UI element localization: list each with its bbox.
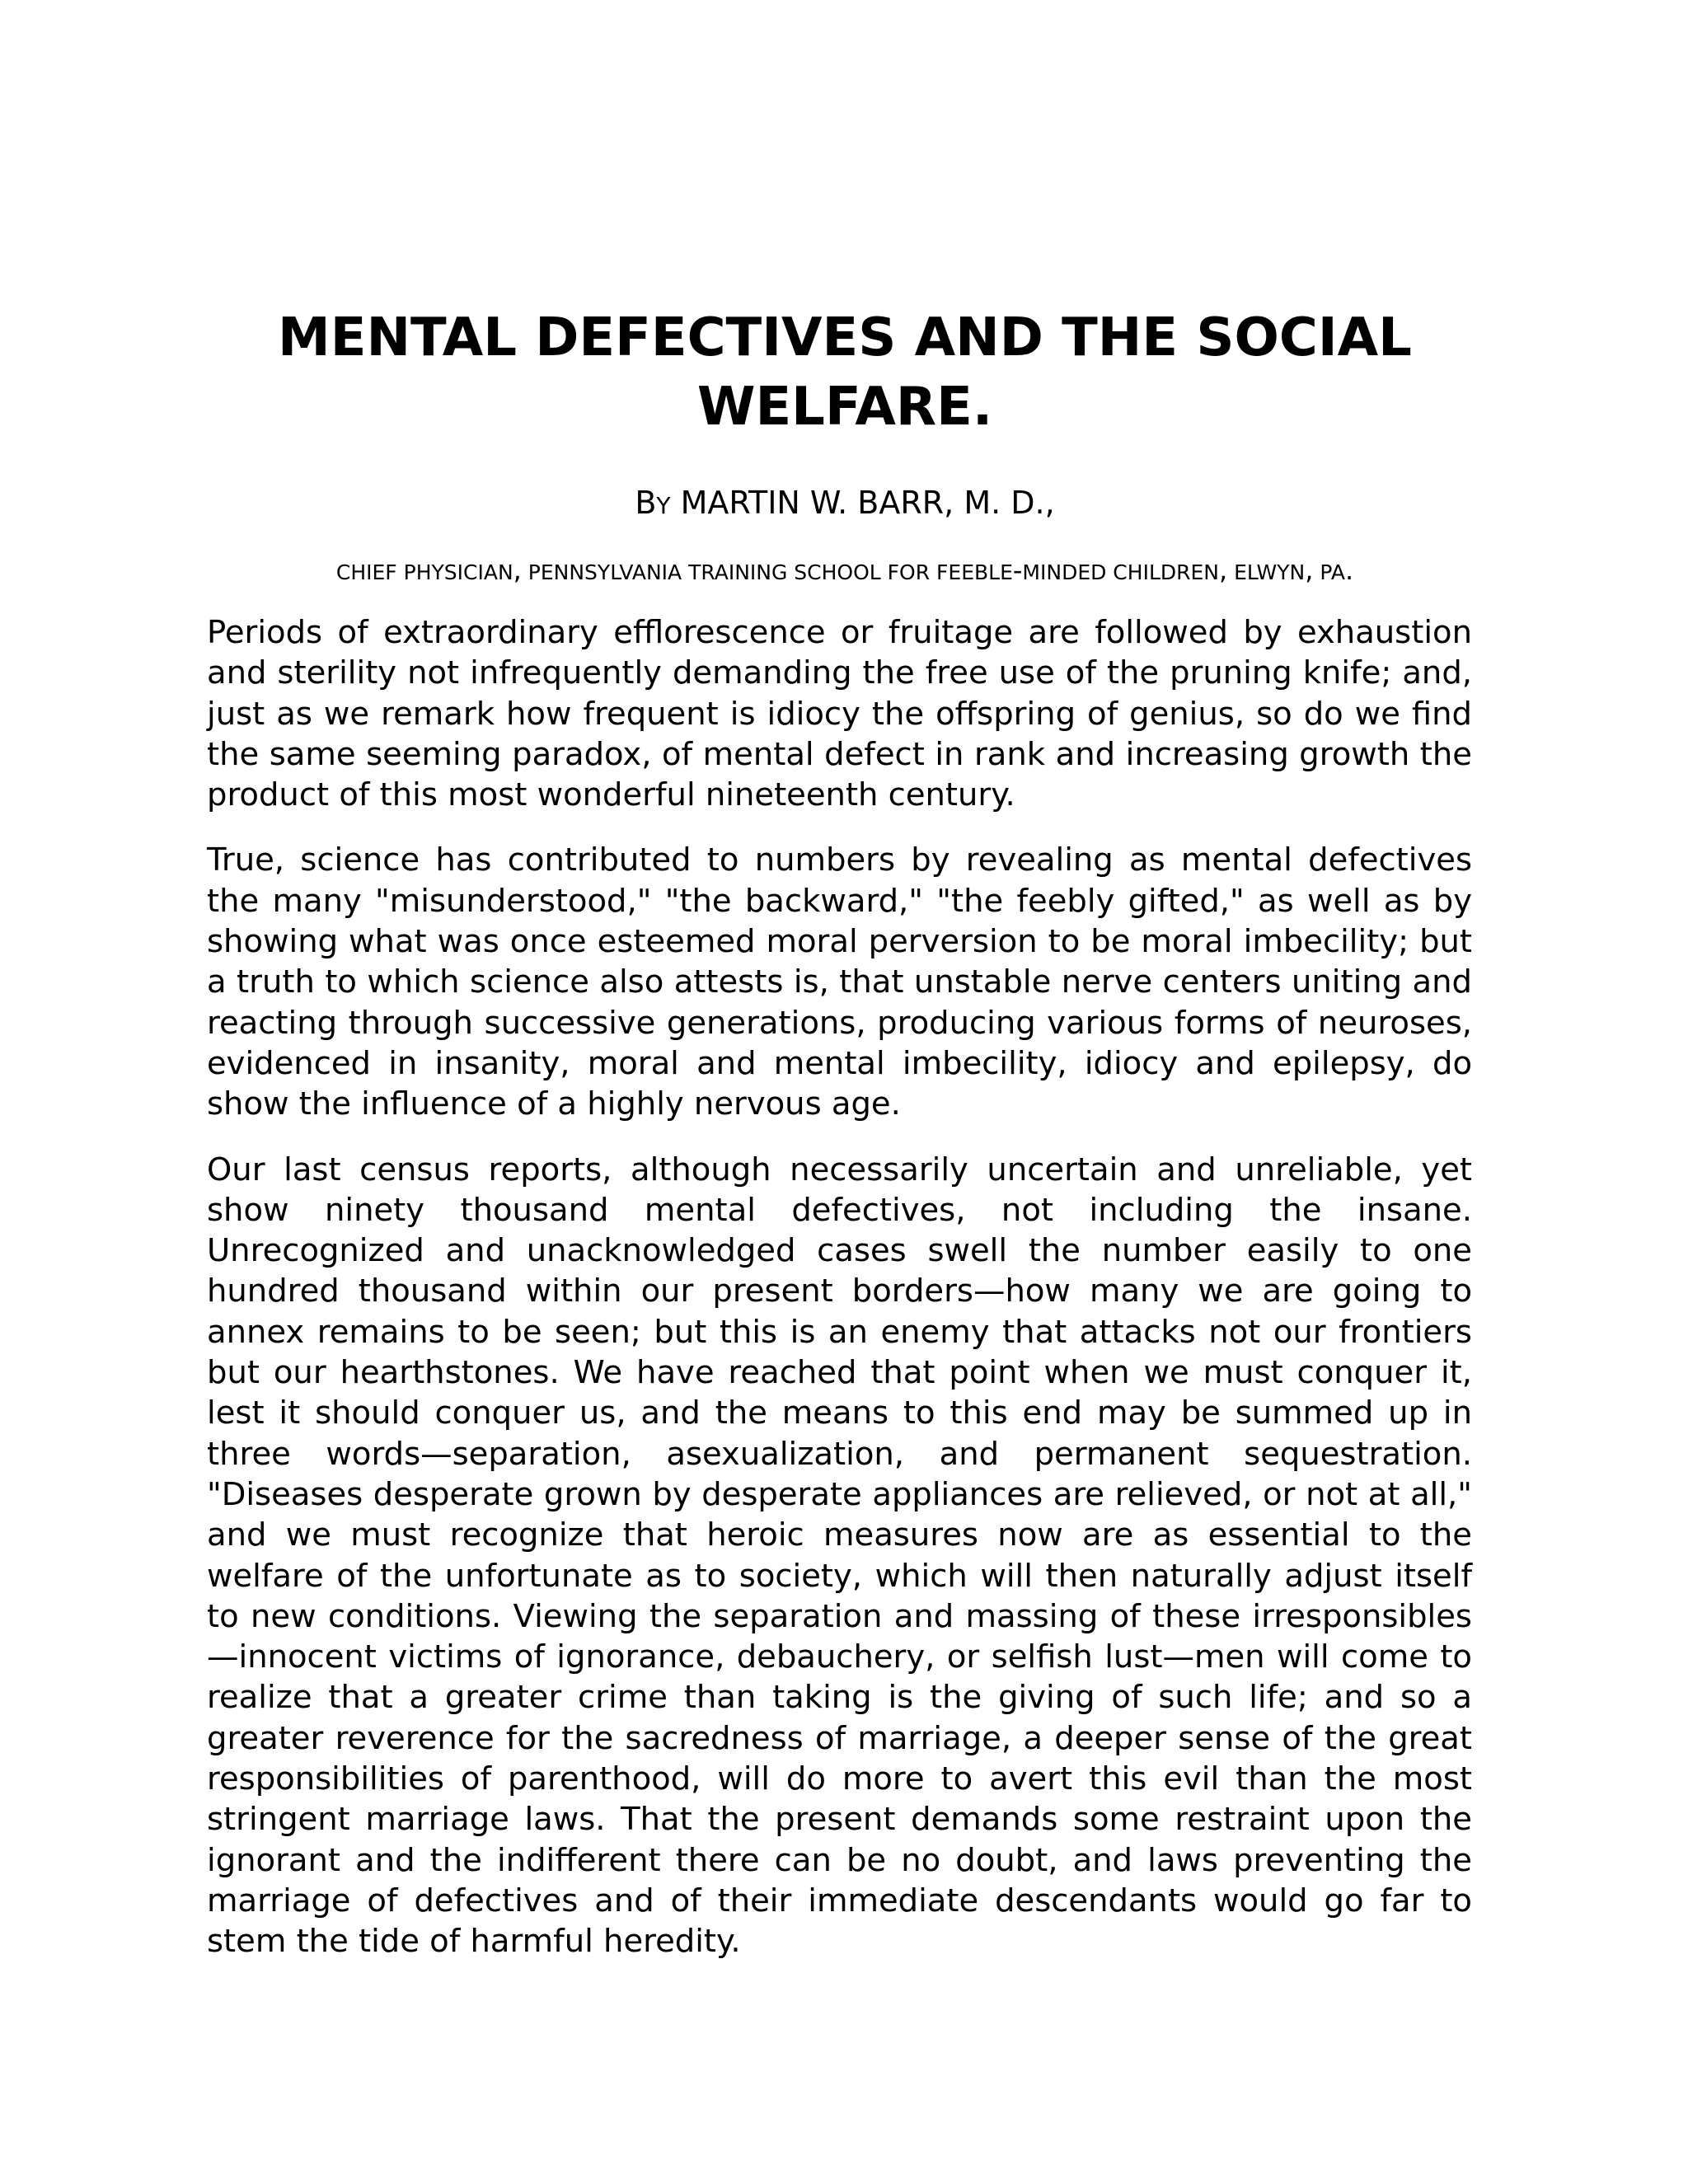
byline-author: MARTIN W. BARR, M. D., (670, 485, 1055, 521)
body-paragraph-1: Periods of extraordinary efflorescence or fruitage are followed by exhaustion and sterility not infrequently demanding the free use of the pruning knife; and, just as we remark how frequent is idiocy the offspring of genius, so do we find the same seeming paradox, of mental defect in rank and increasing growth the product of this most wonderful nineteenth century. (207, 614, 1472, 814)
article-body (207, 612, 1472, 1987)
affiliation-part-4: ELWYN (1227, 560, 1306, 584)
affiliation-comma-2: , (1218, 555, 1228, 586)
affiliation-part-5: PA (1313, 560, 1345, 584)
body-paragraph-3: Our last census reports, although necessarily uncertain and unreliable, yet show ninety thousand mental defectives, not including the insane. Unrecognized and unacknowledged cases swell the number easily to one hundred thousand within our present borders—how many we are going to annex remains to be seen; but this is an enemy that attacks not our frontiers but our hearthstones. We have reached that point when we must conquer it, lest it should conquer us, and the means to this end may be summed up in three words—separation, asexualization, and permanent sequestration. "Diseases desperate grown by desperate appliances are relieved, or not at all," and we must recognize that heroic measures now are as essential to the welfare of the unfortunate as to society, which will then naturally adjust itself to new conditions. Viewing the separation and massing of these irresponsibles—innocent victims of ignorance, debauchery, or selfish lust—men will come to realize that a greater crime than taking is the giving of such life; and so a greater reverence for the sacredness of marriage, a deeper sense of the great responsibilities of parenthood, will do more to avert this evil than the most stringent marriage laws. That the present demands some restraint upon the ignorant and the indifferent there can be no doubt, and laws preventing the marriage of defectives and of their immediate descendants would go far to stem the tide of harmful heredity. (207, 1151, 1472, 1961)
author-affiliation (124, 555, 1566, 588)
body-paragraph-2: True, science has contributed to numbers by revealing as mental defectives the many "misunderstood," "the backward," "the feebly gifted," as well as by showing what was once esteemed moral perversion to be moral imbecility; but a truth to which science also attests is, that unstable nerve centers uniting and reacting through successive generations, producing various forms of neuroses, evidenced in insanity, moral and mental imbecility, idiocy and epilepsy, do show the influence of a highly nervous age. (207, 841, 1472, 1123)
affiliation-comma-3: , (1305, 555, 1314, 586)
affiliation-part-1: CHIEF PHYSICIAN (335, 560, 513, 584)
affiliation-part-2: PENNSYLVANIA TRAINING SCHOOL FOR FEEBLE (521, 560, 1013, 584)
document-title: MENTAL DEFECTIVES AND THE SOCIAL WELFARE. (278, 307, 1412, 438)
affiliation-period: . (1344, 555, 1354, 586)
affiliation-part-3: MINDED CHILDREN (1022, 560, 1219, 584)
affiliation-comma-1: , (513, 555, 522, 586)
byline-by-initial: B (635, 485, 657, 521)
author-byline (206, 483, 1484, 526)
byline-by-rest: Y (656, 492, 671, 519)
affiliation-hyphen: - (1012, 555, 1023, 586)
